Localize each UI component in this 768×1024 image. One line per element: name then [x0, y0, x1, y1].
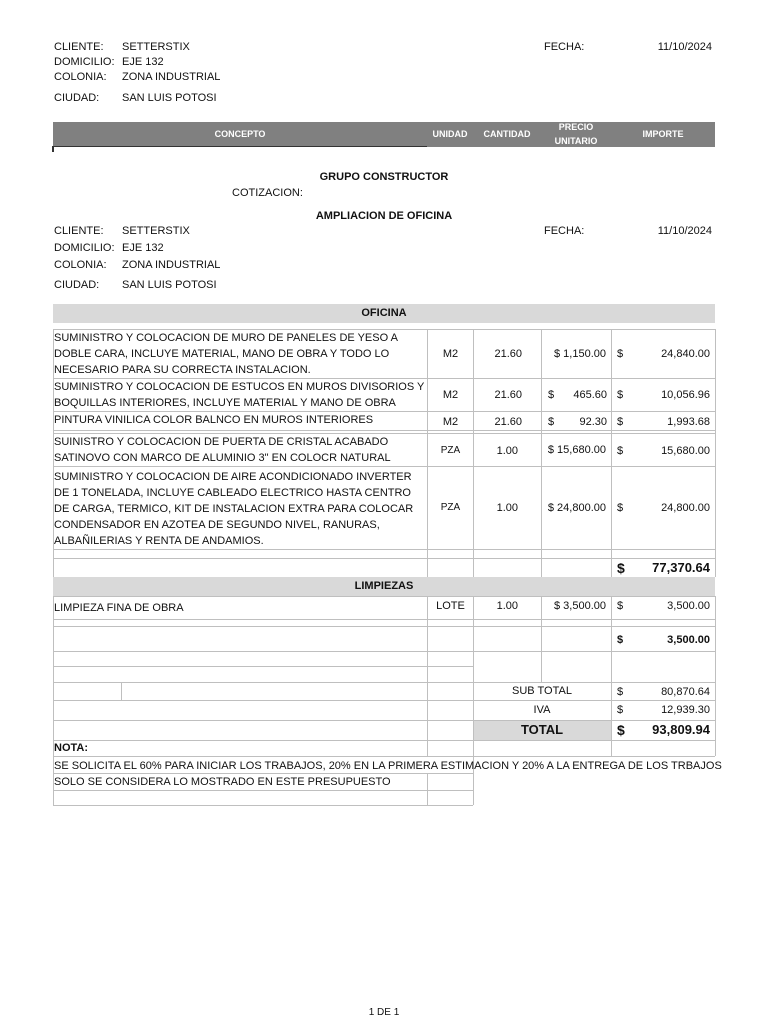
header-cantidad: CANTIDAD [483, 129, 531, 139]
oficina-item-4-cur: $ [617, 445, 624, 457]
grid-line [53, 430, 715, 431]
grid-col [427, 596, 428, 756]
fecha-label: FECHA: [544, 225, 585, 237]
grid-line [53, 805, 473, 806]
cliente-label: CLIENTE: [54, 225, 104, 237]
subtotal-label: SUB TOTAL [512, 685, 572, 697]
oficina-item-4-desc: SUINISTRO Y COLOCACION DE PUERTA DE CRISTAL ACABADO SATINOVO CON MARCO DE ALUMINIO 3" EN COLOCR NATURAL [54, 436, 391, 464]
total-label: TOTAL [520, 722, 564, 737]
top-cliente-label: CLIENTE: [54, 41, 104, 53]
grid-col [715, 596, 716, 756]
grid-col [427, 773, 428, 805]
section-title-limpiezas: LIMPIEZAS [354, 580, 414, 592]
grid-line [53, 596, 715, 597]
oficina-item-3-qty: 21.60 [494, 416, 522, 428]
grid-line [53, 666, 473, 667]
limpiezas-item-1-cur: $ [617, 600, 624, 612]
notes-label: NOTA: [54, 742, 89, 754]
notes-line-2: SOLO SE CONSIDERA LO MOSTRADO EN ESTE PRESUPUESTO [54, 776, 391, 788]
oficina-item-3-price: 92.30 [579, 416, 607, 428]
header-precio: PRECIO [558, 122, 594, 132]
grid-col [121, 682, 122, 700]
grid-line [53, 740, 715, 741]
table-header [53, 122, 715, 147]
top-fecha-label: FECHA: [544, 41, 585, 53]
grid-col [611, 329, 612, 577]
limpiezas-item-1-price: $ 3,500.00 [554, 600, 606, 612]
page-number: 1 DE 1 [368, 1007, 400, 1018]
header-underline [53, 146, 427, 147]
top-cliente-value: SETTERSTIX [122, 41, 190, 53]
oficina-item-2-desc: SUMINISTRO Y COLOCACION DE ESTUCOS EN MUROS DIVISORIOS Y BOQUILLAS INTERIORES, INCLUYE MATERIAL Y MANO DE OBRA [54, 381, 425, 409]
ciudad-value: SAN LUIS POTOSI [122, 279, 217, 291]
colonia-label: COLONIA: [54, 259, 107, 271]
grid-line [53, 682, 715, 683]
grid-line [53, 790, 473, 791]
limpiezas-item-1-desc: LIMPIEZA FINA DE OBRA [54, 602, 184, 614]
oficina-item-1-price: $ 1,150.00 [554, 348, 606, 360]
oficina-item-5-cur: $ [617, 502, 624, 514]
oficina-item-5-unit: PZA [440, 502, 461, 513]
iva-label: IVA [533, 704, 551, 716]
header-concepto: CONCEPTO [214, 129, 266, 139]
total-value: 93,809.94 [652, 722, 710, 737]
oficina-item-1-amount: 24,840.00 [661, 348, 710, 360]
top-domicilio-label: DOMICILIO: [54, 56, 115, 68]
oficina-item-5-amount: 24,800.00 [661, 502, 710, 514]
oficina-subtotal-cur: $ [617, 560, 625, 576]
grid-line [53, 619, 715, 620]
oficina-item-3-desc: PINTURA VINILICA COLOR BALNCO EN MUROS INTERIORES [54, 414, 374, 426]
oficina-item-4-unit: PZA [440, 445, 461, 456]
oficina-item-4-amount: 15,680.00 [661, 445, 710, 457]
total-cur: $ [617, 722, 625, 738]
limpiezas-item-1-qty: 1.00 [496, 600, 518, 612]
top-fecha-value: 11/10/2024 [657, 41, 712, 53]
grid-line [53, 549, 715, 550]
oficina-item-1-desc: SUMINISTRO Y COLOCACION DE MURO DE PANELES DE YESO A DOBLE CARA, INCLUYE MATERIAL, MANO DE OBRA Y TODO LO NECESARIO PARA SU CORRECTA INSTALACION. [54, 332, 398, 376]
limpiezas-subtotal-cur: $ [617, 634, 624, 646]
fecha-value: 11/10/2024 [657, 225, 712, 237]
cotizacion-label: COTIZACION: [232, 187, 303, 199]
oficina-item-2-price-cur: $ [548, 389, 555, 401]
subtotal-cur: $ [617, 686, 624, 698]
cliente-value: SETTERSTIX [122, 225, 190, 237]
oficina-item-3-unit: M2 [442, 416, 459, 428]
oficina-item-2-qty: 21.60 [494, 389, 522, 401]
grid-line [53, 720, 715, 721]
top-colonia-value: ZONA INDUSTRIAL [122, 71, 221, 83]
top-colonia-label: COLONIA: [54, 71, 107, 83]
grid-line [53, 700, 715, 701]
iva-value: 12,939.30 [661, 704, 710, 716]
oficina-item-4-qty: 1.00 [496, 445, 518, 457]
limpiezas-item-1-amount: 3,500.00 [667, 600, 710, 612]
top-ciudad-label: CIUDAD: [54, 92, 100, 104]
oficina-item-2-amount: 10,056.96 [661, 389, 710, 401]
header-marker [52, 146, 54, 152]
header-unidad: UNIDAD [432, 129, 468, 139]
iva-cur: $ [617, 704, 624, 716]
header-unitario: UNITARIO [554, 136, 598, 146]
oficina-item-4-price: $ 15,680.00 [547, 444, 606, 456]
oficina-item-1-cur: $ [617, 348, 624, 360]
project-title: AMPLIACION DE OFICINA [315, 210, 453, 222]
top-ciudad-value: SAN LUIS POTOSI [122, 92, 217, 104]
oficina-item-5-price: $ 24,800.00 [547, 502, 606, 514]
grid-col [715, 329, 716, 577]
limpiezas-subtotal: 3,500.00 [667, 634, 710, 646]
limpiezas-item-1-unit: LOTE [436, 600, 465, 612]
grid-line [53, 651, 715, 652]
header-importe: IMPORTE [642, 129, 684, 139]
oficina-subtotal: 77,370.64 [652, 560, 710, 575]
top-domicilio-value: EJE 132 [122, 56, 164, 68]
oficina-item-3-price-cur: $ [548, 416, 555, 428]
oficina-item-5-qty: 1.00 [496, 502, 518, 514]
oficina-item-3-cur: $ [617, 416, 624, 428]
ciudad-label: CIUDAD: [54, 279, 100, 291]
oficina-item-1-qty: 21.60 [494, 348, 522, 360]
oficina-item-2-cur: $ [617, 389, 624, 401]
domicilio-value: EJE 132 [122, 242, 164, 254]
oficina-item-2-unit: M2 [442, 389, 459, 401]
company-name: GRUPO CONSTRUCTOR [319, 171, 449, 183]
grid-line [53, 756, 715, 757]
domicilio-label: DOMICILIO: [54, 242, 115, 254]
oficina-item-3-amount: 1,993.68 [667, 416, 710, 428]
oficina-item-5-desc: SUMINISTRO Y COLOCACION DE AIRE ACONDICIONADO INVERTER DE 1 TONELADA, INCLUYE CABLEADO ELECTRICO HASTA CENTRO DE CARGA, TERMICO, KIT DE INSTALACION EXTRA PARA COLOCAR CONDENSADOR EN AZOTEA DE SEGUNDO NIVEL, RANURAS, ALBAÑILERIAS Y RENTA DE ANDAMIOS. [54, 471, 414, 547]
grid-line [53, 558, 715, 559]
grid-col [611, 596, 612, 756]
grid-line [53, 626, 715, 627]
oficina-item-1-unit: M2 [442, 348, 459, 360]
section-title-oficina: OFICINA [361, 307, 407, 319]
subtotal-value: 80,870.64 [661, 686, 710, 698]
notes-line-1: SE SOLICITA EL 60% PARA INICIAR LOS TRABAJOS, 20% EN LA PRIMERA ESTIMACION Y 20% A LA ENTREGA DE LOS TRBAJOS [54, 760, 722, 772]
oficina-item-2-price: 465.60 [573, 389, 607, 401]
grid-line [53, 466, 715, 467]
colonia-value: ZONA INDUSTRIAL [122, 259, 221, 271]
